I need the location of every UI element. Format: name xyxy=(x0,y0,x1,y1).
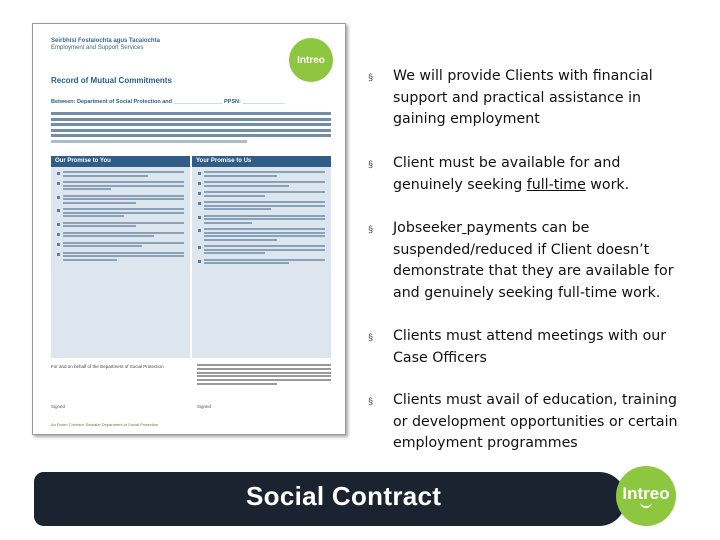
sign-left: Signed xyxy=(51,404,66,409)
document-footer-left: For and on behalf of the Department of Social Protection xyxy=(51,364,164,369)
department-name: Seirbhísí Fostaíochta agus Tacaíochta xyxy=(51,38,160,44)
document-department xyxy=(51,38,201,52)
document-between-line: Between: Department of Social Protection and ________________ PPSN: ______________ xyxy=(51,99,286,105)
bullet-marker-icon: § xyxy=(368,224,374,234)
promise-column-right xyxy=(192,156,331,358)
promise-column-left xyxy=(51,156,190,358)
bullet-text: We will provide Clients with financial support and practical assistance in gaining employment xyxy=(393,68,653,128)
bullet-marker-icon: § xyxy=(368,159,374,169)
document-title: Record of Mutual Commitments xyxy=(51,76,172,85)
bullet-text: Clients must avail of education, training or development opportunities or certain employment programmes xyxy=(393,392,678,452)
bullet-text: Client must be available for and genuinely seeking full-time work. xyxy=(393,155,630,193)
sign-right: Signed xyxy=(197,404,212,409)
document-footer-right-text xyxy=(197,364,331,387)
commitments-document-image xyxy=(32,23,346,435)
col-right-header: Your Promise to Us xyxy=(192,156,331,167)
department-footer-logo: An Roinn Coimirce Sóisialaí Department of Social Protection xyxy=(51,422,159,427)
bullet-jobseeker-payments xyxy=(368,218,693,304)
bullet-text: Jobseeker payments can be suspended/reduced if Client doesn’t demonstrate that they are available for and genuinely seeking full-time work. xyxy=(393,220,674,301)
promise-table xyxy=(51,156,331,358)
logo-smile-icon xyxy=(640,502,652,508)
intreo-logo-icon xyxy=(289,38,333,82)
bullet-text: Clients must attend meetings with our Case Officers xyxy=(393,328,667,366)
bullet-availability xyxy=(368,153,693,196)
intreo-logo-icon xyxy=(616,466,676,526)
bullet-marker-icon: § xyxy=(368,396,374,406)
bullet-financial-support xyxy=(368,66,693,131)
bullet-marker-icon: § xyxy=(368,332,374,342)
department-sub: Employment and Support Services xyxy=(51,45,144,51)
document-intro-text xyxy=(51,112,331,146)
doc-logo-text: Intreo xyxy=(297,54,325,66)
bullet-education-training xyxy=(368,390,693,455)
col-left-header: Our Promise to You xyxy=(51,156,190,167)
banner-logo-text: Intreo xyxy=(622,484,670,503)
bullet-attend-meetings xyxy=(368,326,693,369)
bullet-marker-icon: § xyxy=(368,72,374,82)
slide-title: Social Contract xyxy=(246,481,442,511)
